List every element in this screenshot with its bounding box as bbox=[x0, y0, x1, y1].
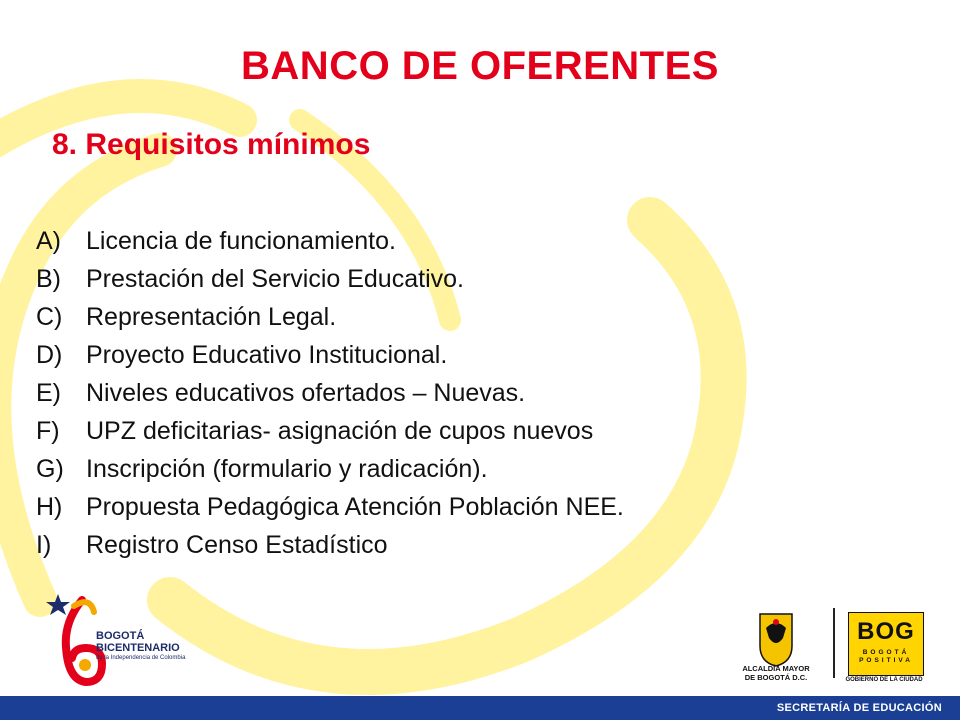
list-item-text: Registro Censo Estadístico bbox=[86, 531, 388, 559]
list-item-text: Niveles educativos ofertados – Nuevas. bbox=[86, 379, 526, 407]
footer-text: SECRETARÍA DE EDUCACIÓN bbox=[776, 702, 942, 714]
list-item-letter: I) bbox=[36, 531, 52, 559]
bog-logo-sub bbox=[849, 649, 923, 665]
list-item-text: Propuesta Pedagógica Atención Población NEE. bbox=[86, 493, 624, 521]
list-item-text: Representación Legal. bbox=[86, 303, 337, 331]
list-item bbox=[36, 450, 624, 488]
list-item bbox=[36, 412, 624, 450]
list-item-text: Inscripción (formulario y radicación). bbox=[86, 455, 488, 483]
list-item-letter: F) bbox=[36, 417, 60, 445]
page-title: BANCO DE OFERENTES bbox=[241, 44, 719, 88]
list-item-text: Prestación del Servicio Educativo. bbox=[86, 265, 464, 293]
bog-logo-main: BOG bbox=[857, 618, 915, 645]
bicentenario-line2: BICENTENARIO bbox=[96, 642, 180, 654]
list-item-text: Proyecto Educativo Institucional. bbox=[86, 341, 448, 369]
list-item-letter: D) bbox=[36, 341, 63, 369]
list-item bbox=[36, 298, 624, 336]
list-item bbox=[36, 488, 624, 526]
list-item-letter: A) bbox=[36, 227, 61, 255]
list-item bbox=[36, 336, 624, 374]
list-item-letter: E) bbox=[36, 379, 61, 407]
bog-logo-sub1: BOGOTÁ bbox=[862, 649, 910, 656]
footer-bar bbox=[0, 696, 960, 720]
alcaldia-line1: ALCALDÍA MAYOR bbox=[742, 664, 810, 673]
list-item-letter: C) bbox=[36, 303, 63, 331]
alcaldia-line2: DE BOGOTÁ D.C. bbox=[744, 673, 808, 682]
list-item bbox=[36, 260, 624, 298]
requirements-list bbox=[36, 222, 624, 564]
bog-logo-sub2: POSITIVA bbox=[859, 657, 913, 664]
list-item bbox=[36, 222, 624, 260]
list-item-letter: B) bbox=[36, 265, 61, 293]
list-item-text: UPZ deficitarias- asignación de cupos nuevos bbox=[86, 417, 594, 445]
star-icon bbox=[46, 594, 70, 615]
list-item-text: Licencia de funcionamiento. bbox=[86, 227, 396, 255]
bog-logo-caption: GOBIERNO DE LA CIUDAD bbox=[845, 677, 923, 683]
section-subtitle: 8. Requisitos mínimos bbox=[52, 128, 371, 161]
list-item bbox=[36, 374, 624, 412]
list-item bbox=[36, 526, 624, 564]
bicentenario-line1: BOGOTÁ bbox=[96, 630, 145, 642]
bog-logo bbox=[848, 612, 924, 676]
bicentenario-text bbox=[96, 630, 185, 662]
alcaldia-text bbox=[730, 664, 822, 682]
bicentenario-line3: de la Independencia de Colombia bbox=[96, 655, 186, 661]
list-item-letter: G) bbox=[36, 455, 64, 483]
logo-divider bbox=[833, 608, 835, 678]
list-item-letter: H) bbox=[36, 493, 63, 521]
